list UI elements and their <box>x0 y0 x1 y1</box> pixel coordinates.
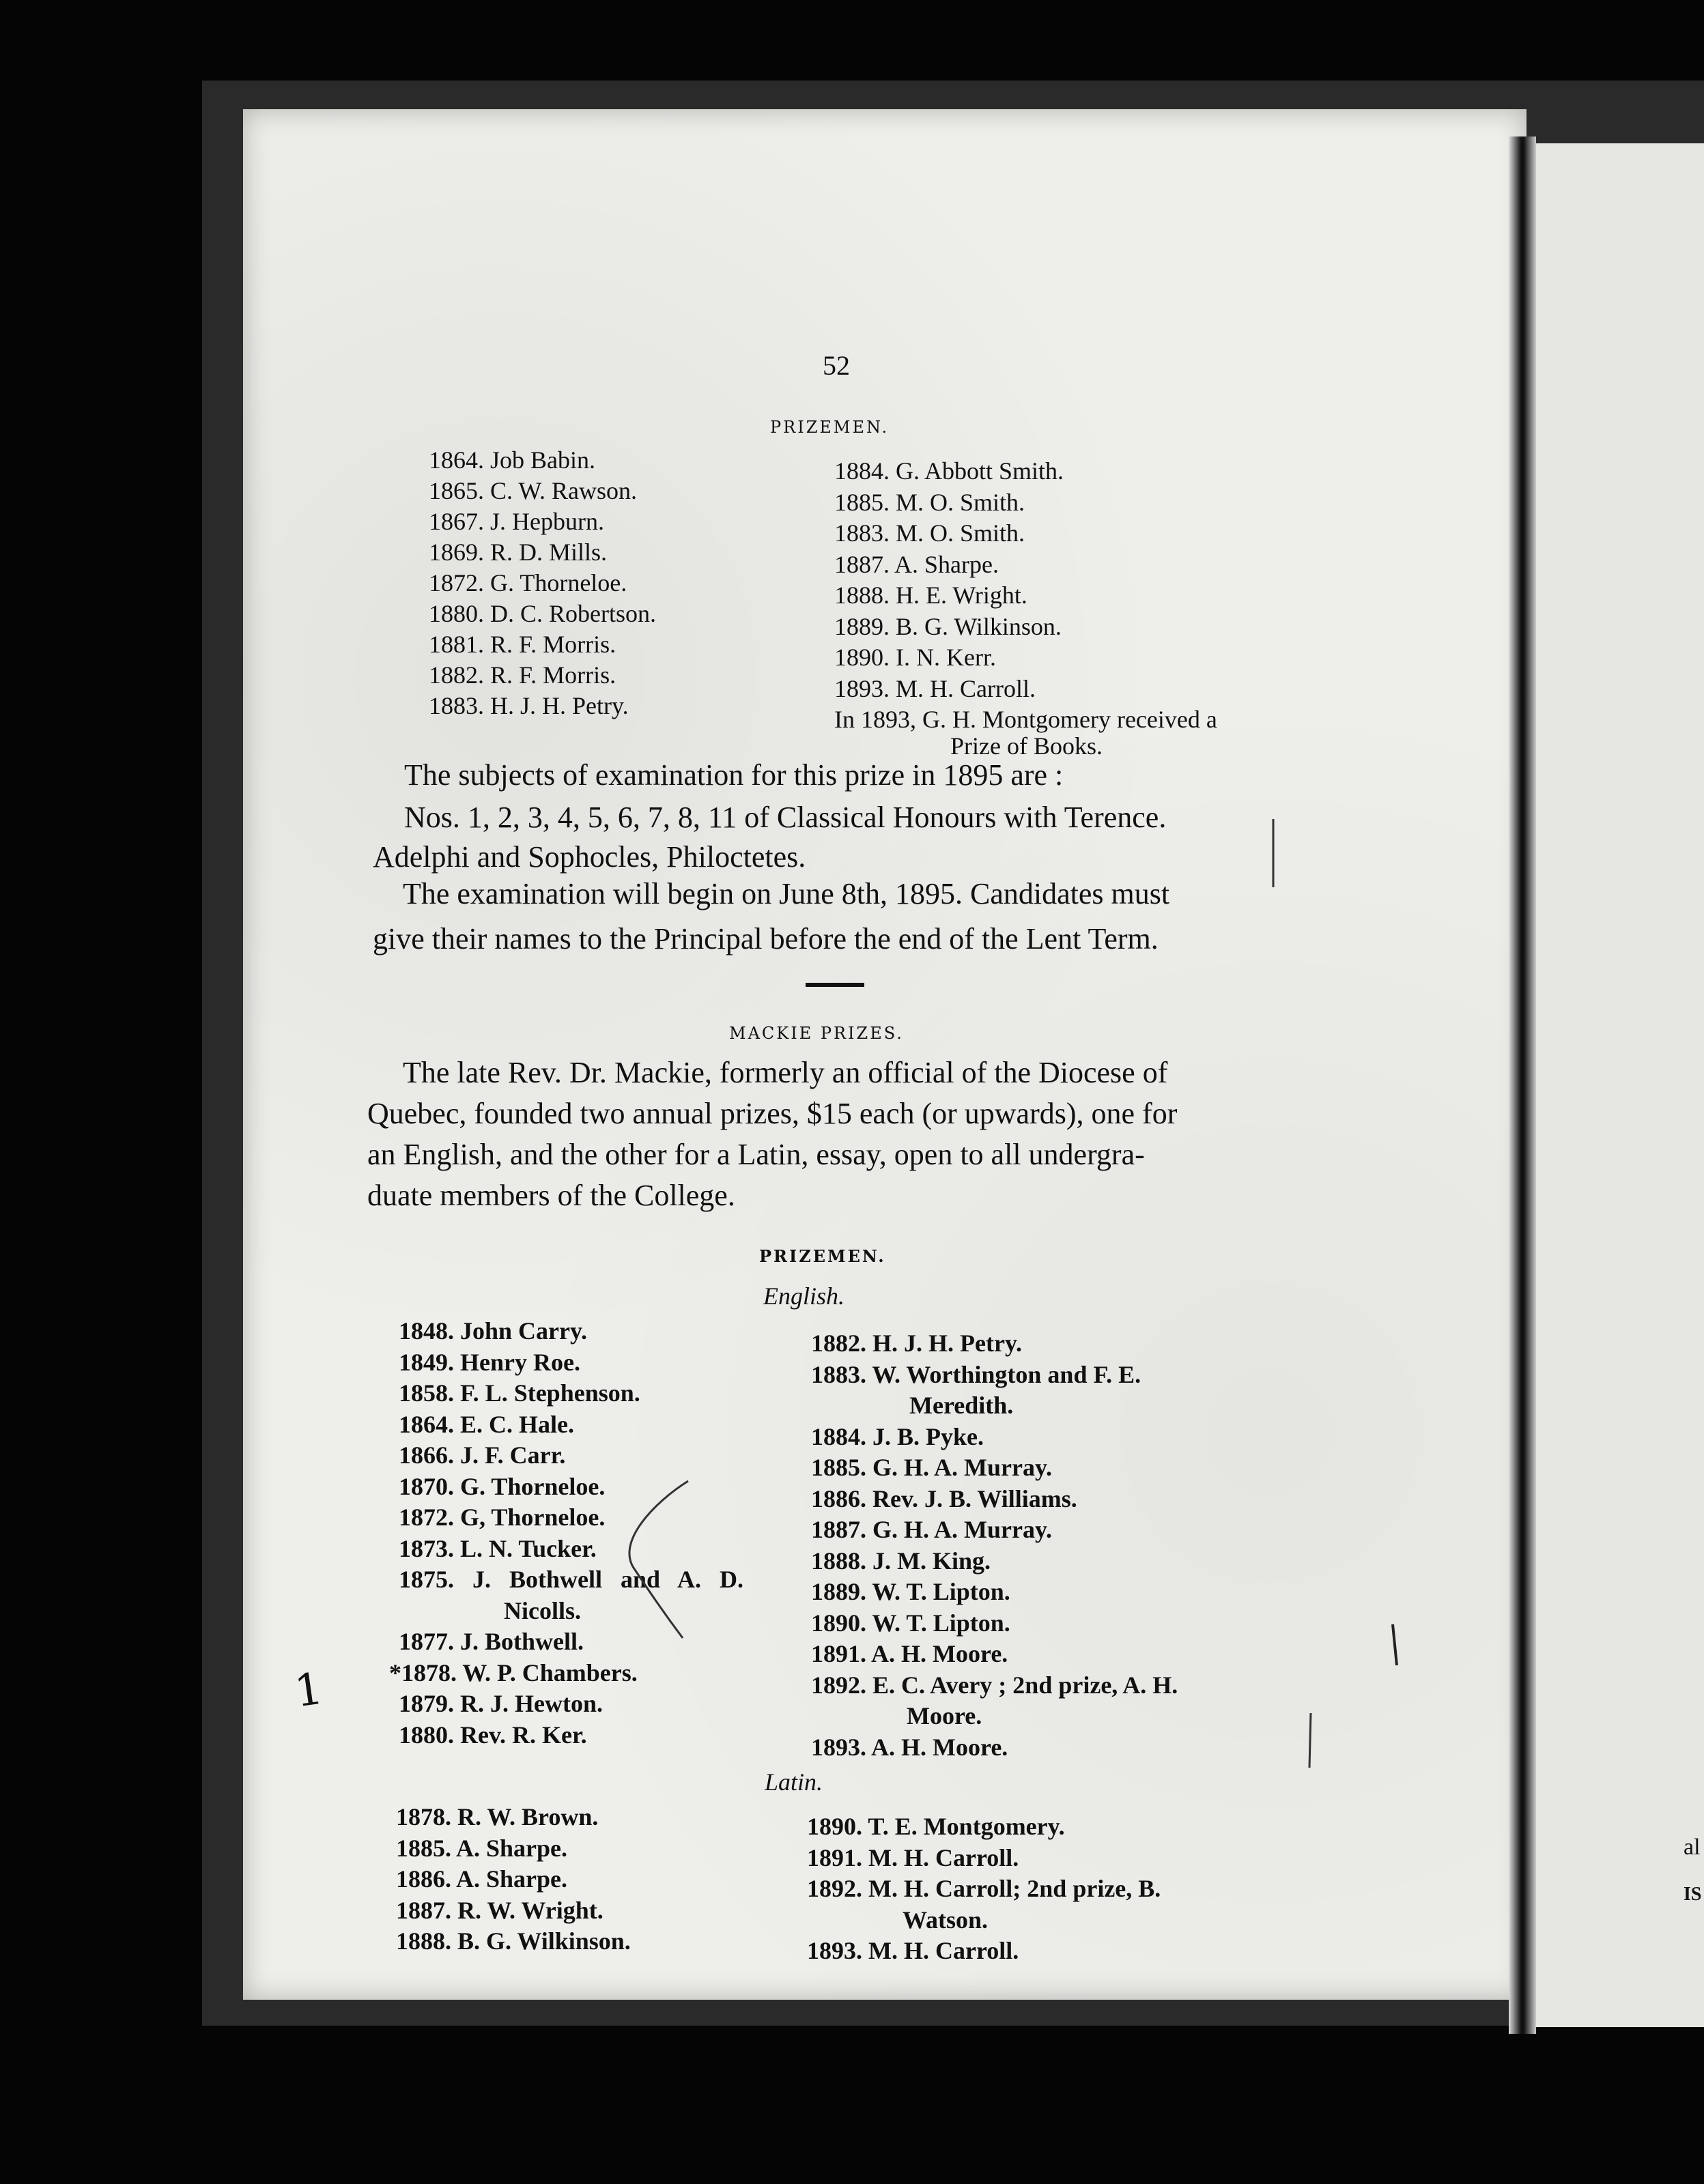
list-item: 1880. D. C. Robertson. <box>429 600 656 627</box>
list-item: 1889. B. G. Wilkinson. <box>834 612 1062 640</box>
list-item: 1864. Job Babin. <box>429 446 596 474</box>
list-item: 1892. M. H. Carroll; 2nd prize, B. <box>807 1875 1161 1902</box>
list-item: 1875. J. Bothwell and A. D. <box>399 1566 744 1593</box>
list-item: 1886. A. Sharpe. <box>396 1865 568 1893</box>
facing-page-fragment: al <box>1684 1835 1701 1860</box>
paragraph: The late Rev. Dr. Mackie, formerly an official of the Diocese of <box>403 1056 1168 1089</box>
list-item: 1893. M. H. Carroll. <box>807 1937 1019 1964</box>
list-item: 1889. W. T. Lipton. <box>811 1578 1010 1605</box>
paragraph: Nos. 1, 2, 3, 4, 5, 6, 7, 8, 11 of Classical Honours with Terence. <box>404 801 1167 834</box>
list-item: 1879. R. J. Hewton. <box>399 1690 603 1717</box>
list-item: 1885. M. O. Smith. <box>834 488 1025 516</box>
section-heading: PRIZEMEN. <box>770 418 890 437</box>
list-item: 1884. J. B. Pyke. <box>811 1422 984 1450</box>
list-item: 1878. R. W. Brown. <box>396 1803 599 1830</box>
list-item: 1887. G. H. A. Murray. <box>811 1516 1052 1543</box>
list-item: 1886. Rev. J. B. Williams. <box>811 1484 1077 1512</box>
list-item: 1890. I. N. Kerr. <box>834 644 996 671</box>
paragraph: The examination will begin on June 8th, 1895. Candidates must <box>403 877 1170 910</box>
list-item: 1865. C. W. Rawson. <box>429 477 638 504</box>
list-item: 1880. Rev. R. Ker. <box>399 1721 587 1749</box>
list-item: 1890. T. E. Montgomery. <box>807 1813 1065 1840</box>
list-item: *1878. W. P. Chambers. <box>389 1658 638 1686</box>
list-item: Meredith. <box>909 1392 1014 1419</box>
list-item: Moore. <box>907 1702 982 1729</box>
list-item: Prize of Books. <box>950 732 1103 760</box>
list-item: 1892. E. C. Avery ; 2nd prize, A. H. <box>811 1671 1178 1699</box>
list-item: 1888. J. M. King. <box>811 1547 991 1575</box>
list-item: Watson. <box>903 1906 989 1934</box>
list-item: 1873. L. N. Tucker. <box>399 1534 597 1562</box>
paragraph: duate members of the College. <box>367 1179 735 1212</box>
list-item: 1870. G. Thorneloe. <box>399 1472 606 1500</box>
list-item: 1882. H. J. H. Petry. <box>811 1330 1022 1357</box>
list-item: In 1893, G. H. Montgomery received a <box>834 706 1217 733</box>
list-item: 1866. J. F. Carr. <box>399 1441 566 1469</box>
list-item: 1887. A. Sharpe. <box>834 550 999 578</box>
list-item: 1864. E. C. Hale. <box>399 1410 574 1438</box>
paragraph: an English, and the other for a Latin, essay, open to all undergra- <box>367 1138 1145 1171</box>
facing-page-fragment: IS <box>1684 1884 1702 1905</box>
list-item: 1872. G. Thorneloe. <box>429 569 627 597</box>
list-item: 1893. A. H. Moore. <box>811 1733 1008 1761</box>
list-item: 1858. F. L. Stephenson. <box>399 1379 640 1407</box>
list-item: 1881. R. F. Morris. <box>429 631 616 658</box>
list-item: 1888. H. E. Wright. <box>834 581 1027 609</box>
list-item: 1869. R. D. Mills. <box>429 538 608 566</box>
list-item: 1848. John Carry. <box>399 1317 588 1345</box>
list-item: 1890. W. T. Lipton. <box>811 1609 1010 1637</box>
page-number: 52 <box>823 350 850 381</box>
list-item: 1883. H. J. H. Petry. <box>429 692 629 719</box>
subsection-heading: Latin. <box>765 1768 823 1796</box>
paragraph: The subjects of examination for this prize in 1895 are : <box>404 758 1064 792</box>
list-item: 1887. R. W. Wright. <box>396 1896 604 1924</box>
list-item: 1882. R. F. Morris. <box>429 661 616 689</box>
subsection-heading: English. <box>763 1282 845 1310</box>
paragraph: Quebec, founded two annual prizes, $15 each (or upwards), one for <box>367 1097 1178 1130</box>
list-item: 1883. W. Worthington and F. E. <box>811 1360 1141 1388</box>
paragraph: Adelphi and Sophocles, Philoctetes. <box>373 840 806 874</box>
section-heading: PRIZEMEN. <box>759 1246 886 1266</box>
list-item: 1884. G. Abbott Smith. <box>834 457 1064 485</box>
list-item: 1885. A. Sharpe. <box>396 1834 568 1862</box>
handwritten-margin-mark: 1 <box>292 1663 326 1718</box>
list-item: Nicolls. <box>504 1596 581 1624</box>
list-item: 1883. M. O. Smith. <box>834 519 1025 547</box>
list-item: 1877. J. Bothwell. <box>399 1628 584 1655</box>
list-item: 1867. J. Hepburn. <box>429 508 604 535</box>
list-item: 1872. G, Thorneloe. <box>399 1504 606 1531</box>
list-item: 1885. G. H. A. Murray. <box>811 1454 1052 1481</box>
list-item: 1893. M. H. Carroll. <box>834 674 1036 702</box>
section-heading: MACKIE PRIZES. <box>729 1024 904 1043</box>
paragraph: give their names to the Principal before the end of the Lent Term. <box>373 922 1159 956</box>
list-item: 1891. M. H. Carroll. <box>807 1843 1019 1871</box>
list-item: 1891. A. H. Moore. <box>811 1640 1008 1667</box>
list-item: 1888. B. G. Wilkinson. <box>396 1927 631 1955</box>
list-item: 1849. Henry Roe. <box>399 1348 580 1376</box>
